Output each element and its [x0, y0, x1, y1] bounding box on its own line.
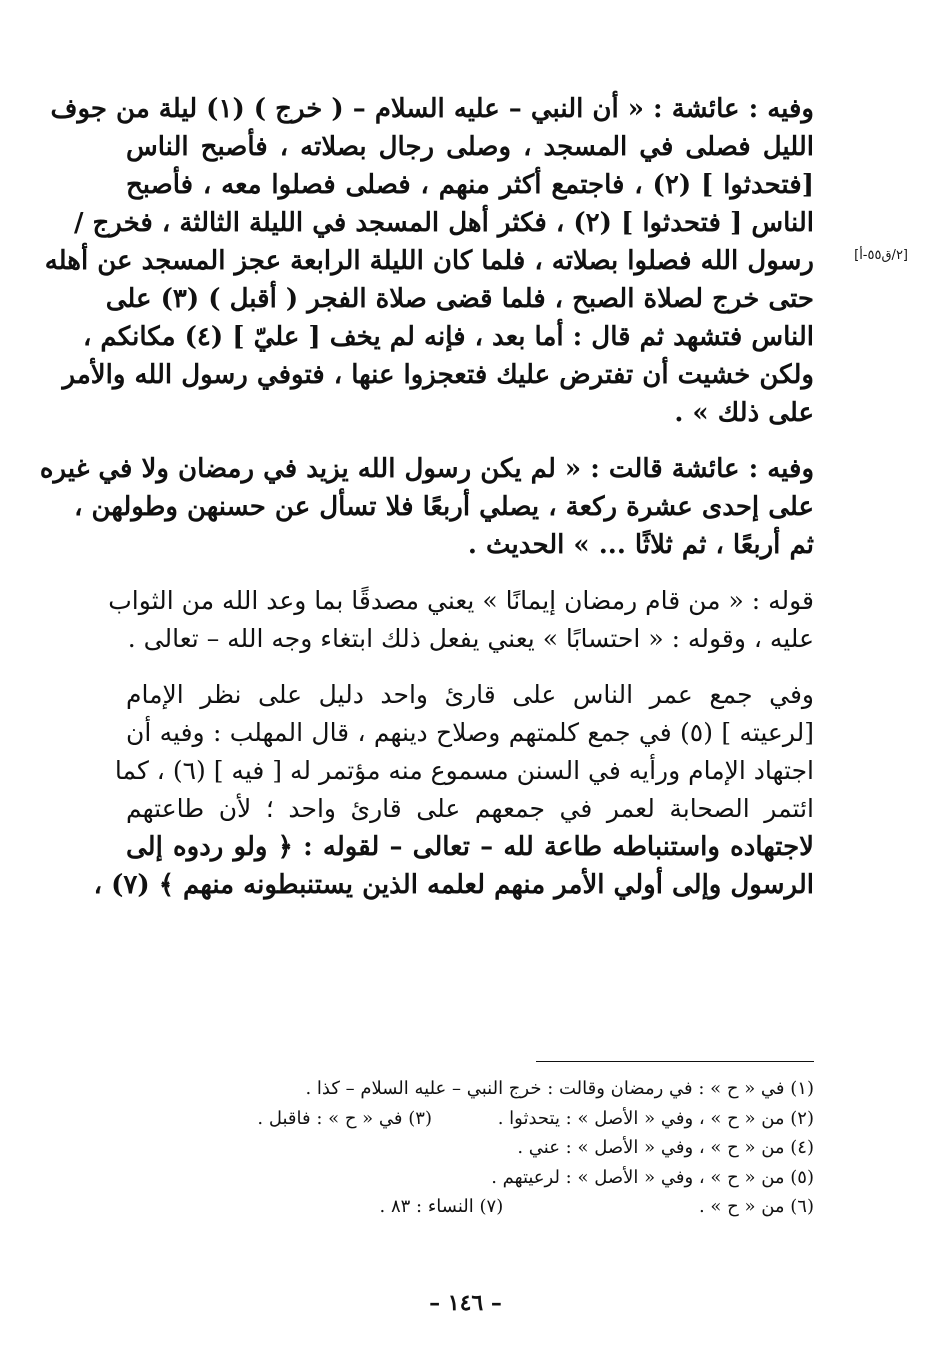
text-line: الناس [ فتحدثوا ] (٢) ، فكثر أهل المسجد في الليلة الثالثة ، فخرج / [73, 208, 814, 238]
footnote-separator [536, 1061, 814, 1062]
text-line: حتى خرج لصلاة الصبح ، فلما قضى صلاة الفجر ( أقبل ) (٣) على [105, 284, 814, 314]
footnote-row-6-7 [150, 1192, 814, 1222]
footnote-5: (٥) من « ح » ، وفي « الأصل » : لرعيتهم . [491, 1166, 814, 1188]
paragraph-commentary-iman [108, 582, 814, 658]
main-text [39, 90, 814, 922]
footnote-row-2-3 [150, 1104, 814, 1134]
text-line: ثم أربعًا ، ثم ثلاثًا ... » الحديث . [467, 530, 814, 560]
text-line: ولكن خشيت أن تفترض عليك فتعجزوا عنها ، فتوفي رسول الله والأمر [62, 360, 814, 390]
footnote-2: (٢) من « ح » ، وفي « الأصل » : يتحدثوا . [497, 1107, 814, 1129]
footnote-1: (١) في « ح » : في رمضان وقالت : خرج النبي – عليه السلام – كذا . [305, 1078, 814, 1099]
text-line: وفيه : عائشة قالت : « لم يكن رسول الله يزيد في رمضان ولا في غيره [39, 454, 814, 484]
text-line: [لرعيته ] (٥) في جمع كلمتهم وصلاح دينهم ، قال المهلب : وفيه أن [126, 718, 814, 747]
margin-manuscript-reference: [٢/ق٥٥-أ] [854, 248, 908, 263]
text-line: وفي جمع عمر الناس على قارئ واحد دليل على نظر الإمام [126, 680, 814, 709]
footnote-4: (٤) من « ح » ، وفي « الأصل » : عني . [517, 1137, 814, 1158]
text-line: قوله : « من قام رمضان إيمانًا » يعني مصدقًا بما وعد الله من الثواب [108, 586, 814, 615]
text-line: [فتحدثوا ] (٢) ، فاجتمع أكثر منهم ، فصلى فصلوا معه ، فأصبح [126, 170, 814, 200]
footnote-7: (٧) النساء : ٨٣ . [379, 1196, 504, 1217]
paragraph-hadith-aisha-night-prayer [44, 90, 814, 432]
text-line: عليه ، وقوله : « احتسابًا » يعني يفعل ذلك ابتغاء وجه الله – تعالى . [127, 624, 814, 653]
text-line: الليل فصلى في المسجد ، وصلى رجال بصلاته ، فأصبح الناس [126, 132, 814, 162]
paragraph-commentary-umar [93, 676, 814, 904]
text-line: الناس فتشهد ثم قال : أما بعد ، فإنه لم يخف [ عليّ ] (٤) مكانكم ، [82, 322, 814, 352]
footnote-3: (٣) في « ح » : فاقبل . [257, 1107, 432, 1129]
text-line: لاجتهاده واستنباطه طاعة لله – تعالى – لقوله : ﴿ ولو ردوه إلى [126, 832, 814, 862]
page-number: – ١٤٦ – [429, 1290, 502, 1316]
text-line: على إحدى عشرة ركعة ، يصلي أربعًا فلا تسأل عن حسنهن وطولهن ، [74, 492, 814, 522]
footnote-6: (٦) من « ح » . [698, 1196, 814, 1217]
text-line: ائتمر الصحابة لعمر في جمعهم على قارئ واحد ؛ لأن طاعتهم [126, 794, 814, 823]
footnotes [150, 1074, 814, 1222]
text-line: اجتهاد الإمام ورأيه في السنن مسموع منه مؤتمر له [ فيه ] (٦) ، كما [114, 756, 814, 785]
paragraph-hadith-aisha-ramadan [39, 450, 814, 564]
text-line: وفيه : عائشة : « أن النبي – عليه السلام – ( خرج ) (١) ليلة من جوف [50, 94, 814, 124]
text-line: على ذلك » . [674, 398, 814, 428]
text-line: رسول الله فصلوا بصلاته ، فلما كان الليلة الرابعة عجز المسجد عن أهله [44, 246, 814, 276]
text-line: الرسول وإلى أولي الأمر منهم لعلمه الذين يستنبطونه منهم ﴾ (٧) ، [93, 870, 814, 900]
